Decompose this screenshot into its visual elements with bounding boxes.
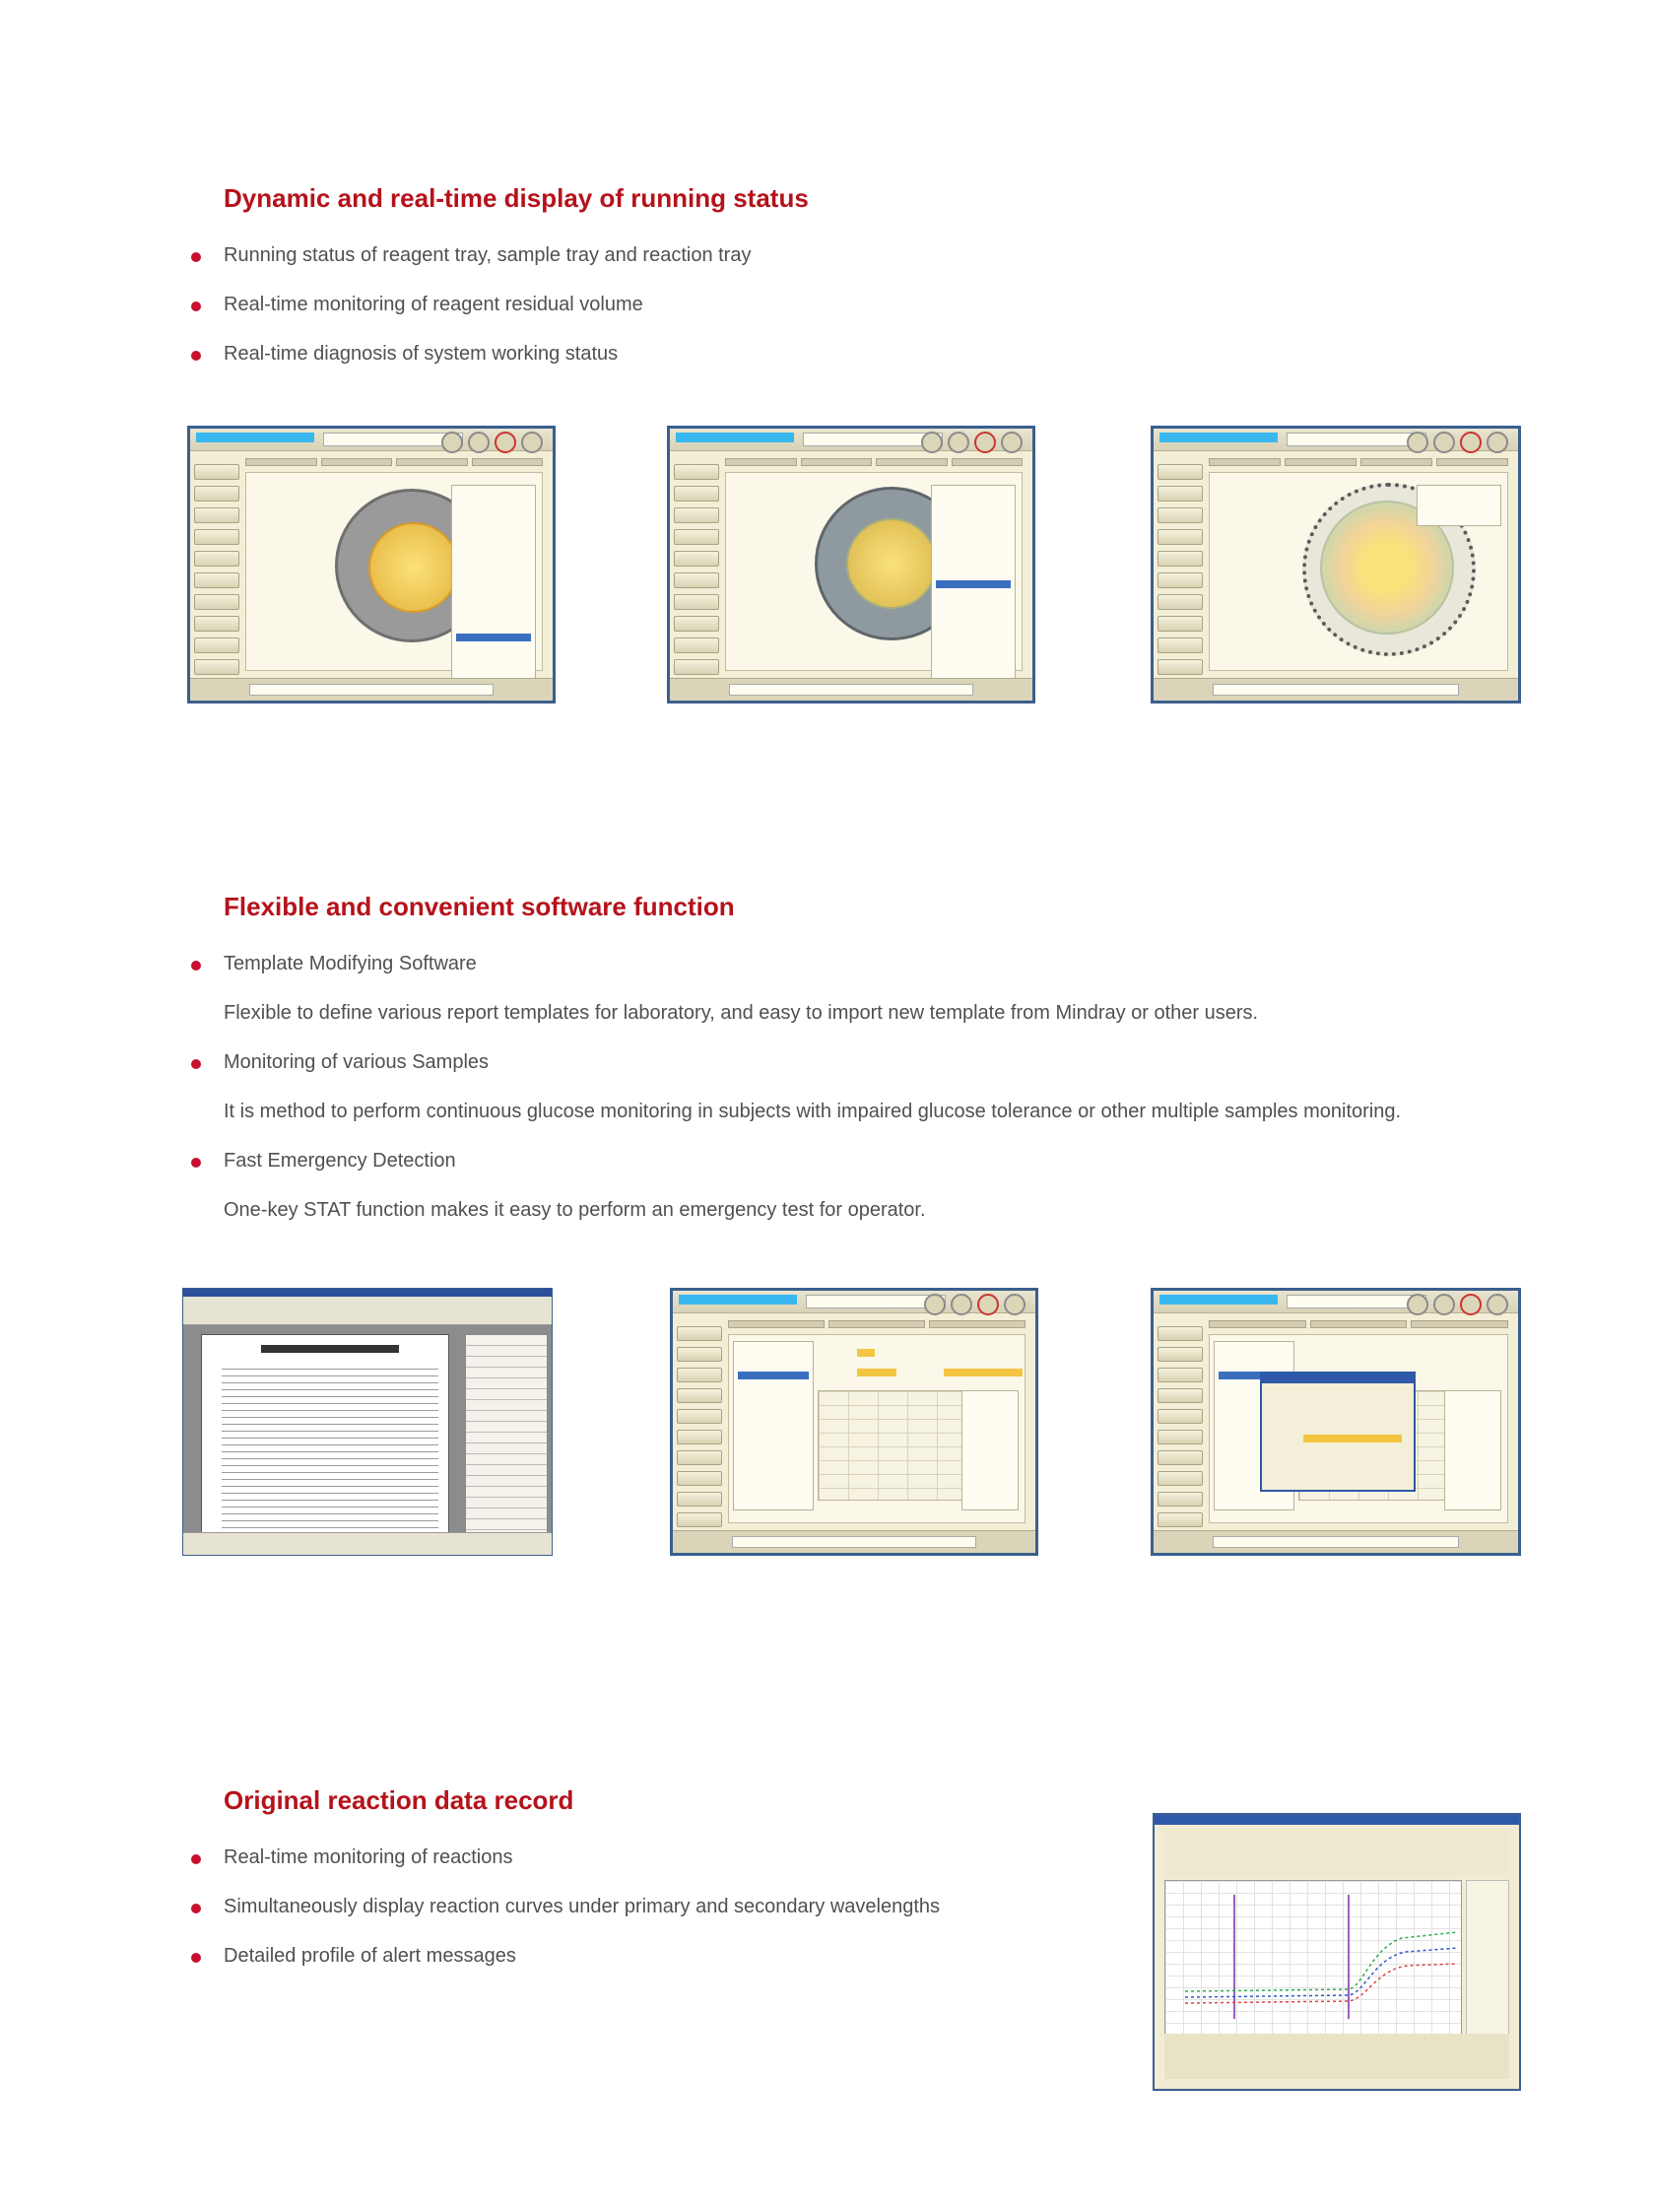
bullet-description: One-key STAT function makes it easy to perform an emergency test for operator. [224,1199,926,1221]
stat-dialog-screenshot [1151,1288,1521,1556]
section-heading: Flexible and convenient software function [224,892,735,921]
bullet-item: Real-time monitoring of reagent residual volume [224,294,643,315]
bullet-item: Real-time monitoring of reactions [224,1846,513,1868]
reaction-tray-screenshot [1151,426,1521,704]
bullet-item: Real-time diagnosis of system working status [224,343,619,365]
report-template-screenshot [182,1288,553,1556]
section-heading: Dynamic and real-time display of running status [224,183,809,213]
samples-screenshot [670,1288,1038,1556]
reagent-tray-screenshot [187,426,556,704]
sample-tray-screenshot [667,426,1035,704]
bullet-item: Template Modifying Software [224,953,477,974]
reaction-curve-screenshot [1153,1813,1521,2091]
section-heading: Original reaction data record [224,1785,574,1815]
bullet-item: Fast Emergency Detection [224,1150,456,1172]
bullet-description: Flexible to define various report templates for laboratory, and easy to import new template from Mindray or other users. [224,1002,1259,1024]
bullet-item: Monitoring of various Samples [224,1051,490,1073]
bullet-item: Detailed profile of alert messages [224,1945,516,1967]
bullet-item: Simultaneously display reaction curves under primary and secondary wavelengths [224,1896,941,1917]
bullet-description: It is method to perform continuous glucose monitoring in subjects with impaired glucose tolerance or other multiple samples monitoring. [224,1101,1402,1122]
bullet-item: Running status of reagent tray, sample tray and reaction tray [224,244,752,266]
reaction-curve-plot [1165,1881,1461,2041]
